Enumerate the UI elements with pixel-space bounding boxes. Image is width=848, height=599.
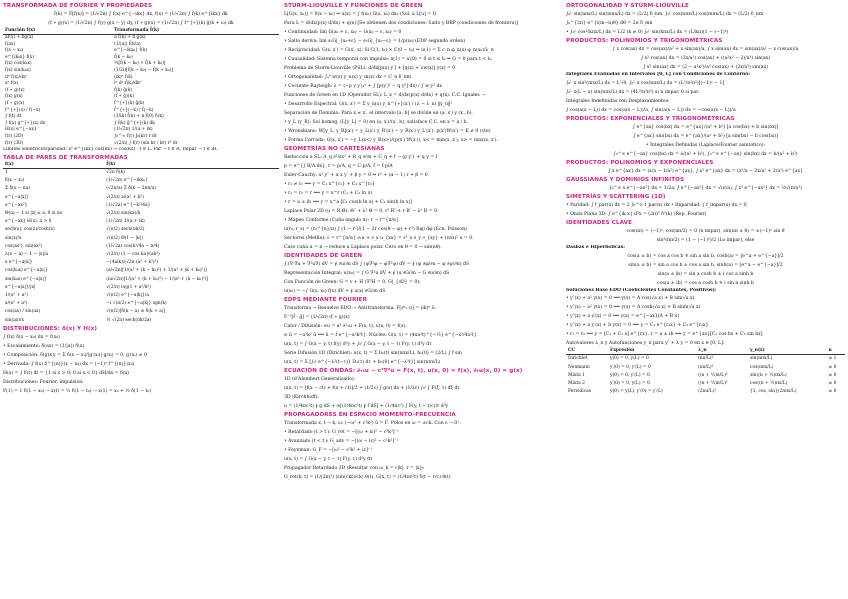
- table-row: [566, 388, 845, 396]
- table-row: [3, 267, 279, 275]
- subheading: Soluciones Base EDO (Coeficientes Constantes, Positivos):: [566, 287, 717, 293]
- table-row: [3, 317, 279, 325]
- section-body: [284, 10, 562, 145]
- section-body: [566, 184, 845, 193]
- table-cell: f̂(k − k₀): [114, 54, 133, 60]
- formula-line: ∫ x² cos(ax) dx = (2x/a²) cos(ax) + ((a²x² − 2)/a³) sin(ax): [640, 56, 771, 61]
- table-header: f(x): [3, 162, 104, 169]
- formula-line: cos(a ± b) = cos a cos b ∓ sin a sin b, cosh(a) = [e^a + e^{−a}]/2: [627, 253, 784, 259]
- formula-line: p = e^{∫ B/A dx}, r = p/A, q = C·p/A, f̃ = f·p/A: [284, 164, 393, 169]
- table-cell: e^{−ikx₀} f̂(k): [114, 48, 148, 54]
- table-row: [3, 251, 279, 259]
- table-row: [566, 355, 845, 364]
- section-title-poly-trig: PRODUCTOS: POLINOMIOS Y TRIGONOMÉTRICAS: [566, 38, 723, 44]
- section-title-orthogonality: ORTOGONALIDAD Y STURM-LIOUVILLE: [566, 3, 689, 9]
- table-cell: ≥ 0: [828, 364, 837, 370]
- table-cell: f̂^{∗}(k) ĝ(k): [114, 100, 145, 106]
- table-header: Función f(x): [3, 28, 112, 35]
- formula-line: ∫ cos(a(x − L)) dx = cos(a(x − L))/a, ∫ sin(a(x − L)) dx = −cos(a(x − L))/a: [566, 107, 736, 113]
- section-body: [566, 10, 845, 37]
- formula-line: • ∫₀ᴸ cos²(kπx/L) dx = L/2 (k ≠ 0) ∫₀ᴸ sin(kπx/L) dx = (L/kπ)(1 − (−1)ᵏ): [566, 30, 729, 35]
- table-cell: (1/ik) f̂(k) + π f̂(0) δ(k): [114, 114, 164, 120]
- table-cell: f(x) cos(k₀x): [5, 61, 32, 67]
- section-title-symmetries: SIMETRÍAS Y SCATTERING (1D): [566, 193, 666, 200]
- section-title-sturm-green: STURM-LIOUVILLE Y FUNCIONES DE GREEN: [284, 3, 423, 9]
- table-cell: ½ √(2π) sech(πk/2a): [106, 317, 152, 323]
- formula-line: • r₁ = r₂ ⟹ y = [C₁ + C₂ x] e^{rx}, r = a ± ib ⟹ y = e^{ax}[C₁ cos bx + C₂ sin bx]: [566, 332, 763, 338]
- section-title-poly-exp: PRODUCTOS: POLINOMIOS Y EXPONENCIALES: [566, 159, 714, 166]
- table-cell: y(0) = 0, y(L) = 0: [609, 356, 649, 362]
- table-header: Expresión: [608, 348, 696, 355]
- formula-line: F⁻¹[f̂ · ĝ] = (1/√2π) (f ∗ g)(x): [284, 315, 350, 320]
- table-cell: 1: [5, 169, 8, 175]
- table-row: [3, 284, 279, 292]
- table-header: f̂(k): [104, 162, 279, 169]
- table-cell: f(x) g(x): [5, 94, 23, 100]
- table-cell: ∫ f̂(k) ĝ^{∗}(k) dk: [114, 120, 155, 126]
- formula-line: ∫ (∇·∇u + ∇²u∇) dV = ∮ ∂u/∂n dS ∫ (ψ∇²φ − φ∇²ψ) dV = ∮ (ψ ∂φ/∂n − φ ∂ψ/∂n) dS: [284, 262, 470, 267]
- table-row: [3, 177, 279, 185]
- table-cell: Dirichlet: [568, 356, 588, 362]
- table-cell: sin(k₀x) e^{−a|x|}: [5, 276, 47, 282]
- formula-line: • Cociente Rayleigh: λ = (−p y y′|ₐᵇ + ∫ [p(y′)² − q y²] dx) / ∫ w y² dx: [284, 84, 442, 89]
- table-cell: H(x) e^{−ax}: [5, 127, 37, 133]
- table-cell: Mixta 2: [568, 381, 585, 386]
- table-cell: Mixta 1: [568, 372, 585, 378]
- formula-line: • r₁ ≠ r₂ ⟹ y = C₁ x^{r₁} + C₂ x^{r₂}: [284, 182, 375, 187]
- table-cell: ((n + ½)π/L)²: [698, 372, 728, 378]
- table-cell: ((n + ½)π/L)²: [698, 381, 728, 386]
- table-cell: √(π/2) Θ(1 − |k|): [106, 235, 143, 241]
- table-cell: e^{−a|x|}/|x|: [5, 284, 36, 290]
- section-title-exp-trig: PRODUCTOS: EXPONENCIALES Y TRIGONOMÉTRICAS: [566, 115, 735, 122]
- section-body: [566, 201, 845, 219]
- formula-line: • Forma Cerrada: G(x, x′) = −y_L(x<) y_R(x>)/(p(x′) W(x′)), x< = min(x, x′), x> = max(x, x′).: [284, 138, 498, 143]
- table-cell: (ik)ⁿ f̂(k): [114, 74, 133, 80]
- table-cell: √(2/π) a/(a² + k²): [106, 194, 144, 200]
- formula-line: u(x, t) = ∫ G(x − y, t) f(y) d³y + ∫₀ᵗ ∫ G(x − y, t − τ) F(y, τ) d³y dτ: [284, 342, 432, 347]
- formula-line: sin(a ± ib) = sin a cosh b ± i cos a sinh b: [657, 271, 754, 277]
- table-row: [3, 235, 279, 243]
- table-cell: −(4aik)/(√2π (a² + k²)²): [106, 260, 159, 266]
- table-cell: Θ(a) − 1 si |x| ≤ a, 0 si no: [5, 210, 63, 216]
- formula-line: • Reciprocidad: G(x, x′) = G(x′, x). Si C(1, t₀) × C(0 − t₀) ⇒ u(1) = Σ c_n φ_n(x) φ_n(x₀)/λ_n: [284, 48, 494, 53]
- table-row: [3, 243, 279, 251]
- formula-line: • Retardado (t > t′): G_ret = −[(ω + iε)² − c²k²]⁻¹: [284, 430, 399, 435]
- section-body: [284, 304, 562, 367]
- section-title-wave-equation: ECUACIÓN DE ONDAS: ∂ₜₜu − c²∇²u = F(x, t), u(x, 0) = f(x), ∂ₜu(x, 0) = g(x): [284, 368, 523, 374]
- section-title-pde-fourier: EDPS MEDIANTE FOURIER: [284, 297, 367, 303]
- formula-line: Con Función de Green: G = v + H (∇²H = 0, G|_{∂D} = 0):: [284, 280, 421, 285]
- table-row: [3, 127, 279, 134]
- table-cell: cos(ax) / sin(ax): [5, 309, 41, 315]
- formula-line: • Desarrollo Espectral: G(x, x′) = Σ y_n(x) y_n^{∗}(x′) / (λ − λ_n) ‖y_n‖²: [284, 102, 453, 107]
- table-row: [3, 81, 279, 88]
- table-cell: Periódicas: [568, 389, 592, 395]
- formula-line: • y″(x) + a² y(x) = 0 ⟹ y(x) = A cos(√a x) + B sin(√a x): [566, 296, 695, 302]
- table-cell: (nπ/L)²: [698, 364, 714, 370]
- formula-line: L[G(x, x₀)] = δ(x − x₀) ⇒ u(x) = ∫ f(x₀) G(x, x₀) dx₀ (Sol. a L[u] = f): [284, 12, 437, 17]
- table-cell: f(x − x₀): [5, 48, 24, 54]
- section-title-geometries: GEOMETRÍAS NO CARTESIANAS: [284, 146, 385, 152]
- section-body: [566, 123, 845, 159]
- formula-line: • r = a ± ib ⟹ y = x^a [C₁ cos(b ln x) + C₂ sin(b ln x)]: [284, 200, 412, 205]
- subheading: Dasbas e Hiperbólicas:: [566, 244, 625, 250]
- table-cell: (√2π/a) Σ δ(k − 2πn/a): [106, 186, 156, 192]
- table-cell: (1/√2π) 1/(a + ik): [114, 127, 153, 133]
- table-cell: √(π/2) sech(πk/2): [106, 227, 145, 233]
- formula-line: • Ortogonalidad: ∫ₐᵇ w(x) y_n(x) y_m(x) dx = C_n δ_nm: [284, 75, 412, 80]
- section-title-green-identities: IDENTIDADES DE GREEN: [284, 253, 363, 259]
- table-header: Transformada f̂(k): [112, 28, 279, 35]
- formula-line: • Derivada: ∫ f(x) δ^{(n)}(x − x₀) dx = (−1)ⁿ f^{(n)}(x₀): [3, 361, 135, 367]
- section-body: [566, 252, 845, 288]
- column-3: [566, 2, 845, 596]
- table-row: [3, 48, 279, 55]
- table-cell: x/(x² + a²): [5, 301, 28, 307]
- table-row: [3, 94, 279, 101]
- table-cell: y′(0) = 0, y′(L) = 0: [609, 364, 651, 370]
- formula-line: ∫ x cos(ax) dx = cos(ax)/a² + x sin(ax)/a, ∫ x sin(ax) dx = sin(ax)/a² − x cos(ax)/a: [612, 47, 799, 52]
- table-cell: (1/2i)[f̂(k − k₀) − f̂(k + k₀)]: [114, 67, 174, 73]
- formula-line: • y″(x) + a y′(x) = 0 ⟹ y(x) = e^{−ax}(A + B x): [566, 314, 679, 320]
- table-row: [3, 101, 279, 108]
- section-body: [3, 333, 279, 396]
- section-body: [566, 79, 845, 115]
- table-cell: sin(x)/x: [5, 235, 22, 241]
- table-cell: √(π/2)[δ(k − a) ± δ(k + a)]: [106, 309, 166, 315]
- table-cell: (1/√2a) e^{−k²/4a}: [106, 202, 151, 208]
- section-body: [284, 375, 562, 411]
- table-cell: √(2/π) (1 − cos ka)/(ak²): [106, 251, 160, 257]
- formula-line: • Composición: δ(g(x)) = Σ δ(x − xᵢ)/|g′(xᵢ)| g(xᵢ) = 0, g′(xᵢ) ≠ 0: [3, 352, 147, 358]
- table-cell: √(2/π) sin(ka)/k: [106, 210, 141, 216]
- formula-line: ∫₀^∞ x e^{−ax²} dx = 1/2a, ∫ e^{−ax²} dx = √(π/a), ∫ x² e^{−ax²} dx = ½√(π/a³): [609, 185, 802, 191]
- formula-line: Transformada x, t → k, ω: (−ω² + c²k²) û = F̂. Polos en ω = ±ck. Con ε → 0⁺.: [284, 421, 462, 426]
- table-row: [566, 380, 845, 388]
- section-title-gaussians: GAUSSIANAS Y DOMINIOS INFINITOS: [566, 176, 685, 183]
- table-cell: √2π δ(k): [106, 169, 125, 175]
- fourier-properties-table: [3, 28, 279, 147]
- table-row: [3, 141, 279, 148]
- table-cell: (a/√2π)[1/(a² + (k − k₀)²) + 1/(a² + (k + k₀)²)]: [106, 268, 207, 274]
- formula-line: • Paridad: ∫ f_par(x) dx = 2 ∫₀^∞ f_par(x) dx • Imparidad: ∫ f_impar(x) dx = 0: [566, 202, 747, 208]
- table-cell: λ(x − a) − 1 − |x|/a: [5, 251, 49, 257]
- table-cell: f(ax): [5, 41, 16, 47]
- table-row: [566, 372, 845, 380]
- section-body: [566, 227, 845, 245]
- table-cell: xⁿ f(x): [5, 81, 19, 87]
- table-header: λ_n: [696, 348, 748, 355]
- formula-line: • y″(x) − a² y(x) = 0 ⟹ y(x) = A cosh(√a x) + B sinh(√a x): [566, 305, 701, 311]
- section-title-identities: IDENTIDADES CLAVE: [566, 219, 633, 226]
- table-cell: e^{−ax²}: [5, 202, 28, 208]
- formula-line: • Integrales Definidas (Laplace/Fourier asintótico):: [645, 142, 766, 148]
- table-cell: ≥ 0: [828, 372, 837, 378]
- section-body: [566, 45, 845, 72]
- table-cell: cos((n + ½)πx/L): [750, 381, 788, 386]
- table-row: [3, 276, 279, 284]
- formula-line: u(x, t) = ∫ G(x − y, t − τ) F(y, τ) d³y dτ: [284, 457, 373, 462]
- table-row: [3, 218, 279, 226]
- table-cell: √(π/2) e^{−a|k|}/a: [106, 292, 149, 298]
- formula-line: Funciones de Green en 1D (Operador SL): L_x = d/dx(p(x) d/dx) + q(x). C.C. Iguales →: [284, 93, 486, 98]
- formula-line: Distribuciones: Fourier, impulsión:: [3, 379, 84, 385]
- formula-line: • Avanzado (t < t′): G_adv = −[(ω − iε)² − c²k²]⁻¹: [284, 439, 399, 444]
- table-cell: dⁿ f(x)/dxⁿ: [5, 74, 28, 80]
- table-cell: y(0) = y(L), y′(0) = y′(L): [609, 389, 663, 395]
- table-row: [3, 114, 279, 121]
- column-2: [284, 2, 562, 596]
- table-row: [3, 300, 279, 308]
- formula-line: Propagador Retardado 3D (Resultar con ω_k = c|k|, r = |x|):: [284, 466, 425, 471]
- subheading: Integrales Evaluadas en Intervalos [0, L] con Condiciones de Contorno:: [566, 72, 750, 77]
- table-cell: cos(nπx/L): [750, 364, 774, 370]
- transform-pairs-table: [3, 162, 279, 325]
- table-row: [3, 168, 279, 177]
- formula-line: ∫ e^{ax} cos(bx) dx = e^{ax}/(a² + b²) [a cos(bx) + b sin(bx)]: [632, 124, 779, 130]
- table-cell: x e^{−a|x|}: [5, 260, 33, 266]
- formula-line: • y_L (y_R): Sol homog. (L[y_L] = 0) en (a, x′)/(x′, b), satisface C.C. en x = a / b.: [284, 120, 469, 125]
- table-cell: f(r) (2D): [5, 133, 24, 139]
- table-row: [3, 308, 279, 316]
- formula-line: u(x₀) = −∫ G(x, x₀) f(x) dV + ∮ u(x) ∂G/∂n dS: [284, 289, 386, 294]
- table-cell: f̂^{∗}(−k) / f̂(−k): [114, 107, 154, 113]
- table-cell: (f̂ ∗ ĝ)(k): [114, 94, 134, 100]
- table-header: y_n(x): [748, 348, 827, 355]
- table-cell: e^{ik₀x} f(x): [5, 54, 35, 60]
- formula-line: sin²(nπ/2) = (1 − (−1)ⁿ)/2 (Lo impar), else: [656, 237, 755, 243]
- section-body: [566, 294, 845, 348]
- formula-line: ∫₀ᴸ sin(nπx/L) sin(mπx/L) dx = (L/2) δ_nm, ∫₀ᴸ cos(nπx/L) cos(mπx/L) dx = (L/2) δ_nm: [566, 12, 764, 17]
- formula-line: ∫ x² sin(ax) dx = (2 − a²x²)/a³ cos(ax) + (2x/a²) sin(ax): [643, 65, 768, 70]
- table-cell: f̂(k) ĝ(k): [114, 87, 133, 93]
- formula-line: Sectores (Mellin): ε = r^{π/α} ∂ₓu + ∂_x u_{xx} = ∂²_x ∂_y ∂_{xy} + (π/α)² u = 0.: [284, 236, 474, 241]
- formula-line: • Mapeo Conforme (Cuña ángulo α): r → r^{π/α}: [284, 218, 400, 223]
- formula-line: Laplace Polar 2D (u = R Θ): Θ″ + λ² Θ = 0, r² R″ + r R′ − λ² R = 0.: [284, 209, 439, 214]
- table-cell: (1/|a|) f̂(k/a): [114, 41, 141, 47]
- table-cell: (f ⋆ g)(x): [5, 100, 25, 106]
- formula-line: ∂ₜ û = −a²k² û ⟹ û = f̂ e^{−a²k²t}. Núcleo: G(x, t) = (4πa²t)^{−½} e^{−x²/4a²t}: [284, 333, 477, 338]
- formula-line: u(r₀, r_s) = (r₀^{n}/π) ∫ (1 − r²)/(1 − 2r cos(θ − φ) + r²) f(φ) dφ (Ecn. Poisson): [284, 227, 467, 232]
- table-cell: a f̂(k) + b ĝ(k): [114, 35, 146, 40]
- formula-line: ∫ f(x) δ(x − x₀) dx = f(x₀): [3, 334, 60, 340]
- section-body: [284, 153, 562, 252]
- table-cell: f(r) (3D): [5, 140, 24, 146]
- table-row: [3, 185, 279, 193]
- table-cell: f^{∗}(x) / f(−x): [5, 107, 41, 113]
- table-row: [3, 68, 279, 75]
- table-cell: ∫ f(t) dt: [5, 114, 22, 120]
- table-cell: {1, cos, sin}(2nπx/L): [750, 389, 797, 395]
- table-cell: (1/√2a) cos(k²/4a − π/4): [106, 243, 160, 249]
- table-row: [3, 210, 279, 218]
- formula-line: • Causalidad: Sistema temporal con impulso: x(1) = x′(0) = 0 si t ≤ t₀ ⇒ G = 0 para t < t₀: [284, 57, 492, 62]
- formula-line: (f ∗ g)(x) = (1/√2π) ∫ f(y) g(x − y) dy, (f ∗ g)(x) = (1/√2π) ∫ f^{∗}(k) ĝ(k + ω) dk: [48, 21, 234, 26]
- table-cell: sin(nπx/L): [750, 356, 773, 362]
- formula-line: • Escalamiento: δ(ax) = (1/|a|) δ(x): [3, 343, 85, 349]
- formula-line: 1D (d'Alembert Generalizado):: [284, 377, 356, 382]
- table-row: [3, 88, 279, 95]
- formula-line: 3D (Kirchhoff):: [284, 395, 319, 400]
- table-cell: (2nπ/L)²: [698, 389, 717, 395]
- eigenvalue-table: [566, 348, 845, 396]
- table-row: [3, 226, 279, 234]
- section-title-fourier: TRANSFORMADA DE FOURIER Y PROPIEDADES: [3, 3, 153, 9]
- table-cell: iⁿ dⁿ f̂(k)/dkⁿ: [114, 81, 142, 87]
- formula-line: Integrales Indefinidas con Desplazamientos:: [566, 98, 670, 104]
- formula-line: Calor / Difusión: ∂ₜu = a² ∂²ₓu + F(x, t), u(x, 0) = f(x).: [284, 324, 407, 329]
- formula-line: Autovalores λ_n y Autofunciones y_n para y″ + λ y = 0 en x ∈ [0, L]:: [566, 341, 725, 347]
- section-title-propagators: PROPAGADORES EN ESPACIO MOMENTO-FRECUENCIA: [284, 412, 456, 418]
- table-row: [566, 364, 845, 372]
- table-cell: (ia/√2π)[1/(a² + (k + k₀)²) − 1/(a² + (k − k₀)²)]: [106, 276, 209, 282]
- table-row: [3, 194, 279, 202]
- formula-line: • Feynman: G_F = −[ω² − c²k² + iε]⁻¹: [284, 448, 373, 453]
- formula-line: ∫₀ᴸ x sin²(nπx/L) dx = L²/4, ∫₀ᴸ x cos(nπx/L) dx = (L²/n²π²)[(−1)ⁿ − 1]: [566, 80, 725, 86]
- formula-line: G_ret(k, t) = (1/(2π)³) (sin(ckt)/ck) θ(t), G(x, t) = (1/4πc²r) δ(t − r/c) θ(t): [284, 475, 451, 480]
- table-row: [3, 259, 279, 267]
- table-cell: e^{−ax} H(x), a > 0: [5, 219, 52, 225]
- section-body: [566, 167, 845, 176]
- formula-line: • Onda Plana 3D: ∫ e^{ik·x} d³x = (2π)³ δ³(k) (Rep. Fourier): [566, 211, 707, 217]
- formula-line: H(x) = ∫ δ(t) dt = {1 si x > 0; 0 si x < 0} dH/dx = δ(x): [3, 370, 129, 376]
- formula-line: Transforma → Resuelve EDO → Antitransforma. F[∂ⁿₓ u] = (ik)ⁿ û.: [284, 306, 437, 311]
- formula-line: cos(nπ) = (−1)ⁿ, cos(nπ/2) = 0 (n impar), sin(nπ ± θ) = ±(−1)ⁿ sin θ: [626, 228, 785, 234]
- formula-line: • Wronskiano: W[y_L, y_R](x′) = y_L(x′) y_R′(x′) − y_R(x′) y_L′(x′). p(x′)W(x′) = K ≠ 0 (cte): [284, 129, 491, 134]
- formula-line: u(x, t) = [f(x − ct) + f(x + ct)]/2 + (1/2c) ∫ g(s) ds + (1/2c) ∫₀ᵗ ∫ F(ξ, τ) dξ dτ: [284, 386, 460, 391]
- formula-line: ∫₀ᴸ x(L − x) sin(nπx/L) dx = (4L³/n³π³) si n impar, 0 si par: [566, 89, 699, 95]
- formula-line: ∫₀^∞ e^{−ax} cos(bx) dx = a/(a² + b²), ∫₀^∞ e^{−ax} sin(bx) dx = b/(a² + b²): [613, 151, 798, 157]
- formula-line: Reducción a SL: A_q ∂²/∂x² + B_q ∂/∂x + C_q + f → (p y′)′ + q y = f: [284, 155, 438, 160]
- table-cell: (1/√2π) e^{−ikx₀}: [106, 178, 148, 184]
- formula-line: Caso cuña α = π → reduce a Laplace polar. Cero en θ = 0 → sin(nθ).: [284, 245, 442, 250]
- table-cell: ∫ f(x) g^{∗}(x) dx: [5, 120, 46, 126]
- table-cell: √(2/π) log(1 + a²/k²): [106, 284, 151, 290]
- formula-line: Para L = d/dx(p(x) d/dx) + q(x) [Se obtienen dos condiciones: Salto y BRP (condiciones de frontera)]: [284, 21, 518, 26]
- formula-line: u = (1/4πc²t) ∮ g dS + ∂ₜ[(1/4πc²t) ∮ f dS] + (1/4πc²) ∫ F(y, t − r/c)/r d³y: [284, 404, 449, 409]
- formula-line: Problema de Sturm-Liouville (PSL): d/dx[p(x) y′] + [q(x) + λw(x)] y(x) = 0: [284, 66, 456, 71]
- table-cell: sin(ax)/x: [5, 317, 24, 323]
- table-cell: af(x) + bg(x): [5, 35, 34, 40]
- table-cell: ≥ 0: [828, 381, 837, 386]
- formula-line: Euler-Cauchy: x² y″ + α x y′ + β y = 0 ⇒ r² + (α − 1) r + β = 0: [284, 173, 428, 178]
- table-cell: ½[f̂(k − k₀) + f̂(k + k₀)]: [114, 61, 166, 67]
- table-row: [3, 202, 279, 210]
- section-title-distributions: DISTRIBUCIONES: δ(x) Y H(x): [3, 325, 98, 332]
- table-cell: f(x) sin(k₀x): [5, 67, 31, 73]
- table-cell: 1/(x² + a²): [5, 292, 28, 298]
- formula-line: Serie Difusión 1D (Dirichlet): u(x, t) = Σ bₙ(t) sin(nπx/L), bₙ(0) = (2/L) ∫ f sin: [284, 351, 462, 356]
- formula-line: • r₁ = r₂ = r ⟹ y = x^r (C₁ + C₂ ln x): [284, 191, 372, 196]
- formula-line: sin(a ± b) = sin a cos b ± cos a sin b, sinh(a) = [e^a − e^{−a}]/2: [628, 262, 783, 268]
- formula-line: ∫ x e^{ax} dx = (x/a − 1/a²) e^{ax}, ∫ x² e^{ax} dx = (x²/a − 2x/a² + 2/a³) e^{ax}: [608, 168, 803, 174]
- table-cell: ≥ 0: [828, 389, 837, 395]
- table-cell: y(0) = 0, y′(L) = 0: [609, 372, 650, 378]
- table-cell: (nπ/L)²: [698, 356, 714, 362]
- table-row: [3, 292, 279, 300]
- table-cell: δ(x − x₀): [5, 178, 25, 184]
- table-cell: sin((n + ½)πx/L): [750, 372, 787, 378]
- formula-line: Separación de Dominio: Para x ≠ x′, el intervalo [a, b] se divide en (a, x′) y (x′, b).: [284, 111, 473, 116]
- table-cell: cos(ax²), sin(ax²): [5, 243, 43, 249]
- formula-line: • Continuidad: lim G(x₀ + ε, x₀) − G(x₀ − ε, x₀) = 0: [284, 30, 402, 35]
- table-cell: Neumann: [568, 364, 590, 370]
- formula-line: ∫₀^{2π} e^{i(m−n)θ} dθ = 2π δ_mn: [566, 21, 653, 26]
- column-1: [3, 2, 279, 596]
- formula-line: u(x, t) = Σ [∫₀ᵗ e^{−λ²(t−τ)} Dₙ(τ) dτ + bₙ(0) e^{−λ²t}] sin(nπx/L): [284, 360, 441, 365]
- table-cell: sech(x), cos(x)/cosh(x): [5, 227, 55, 233]
- table-header: CC: [566, 348, 608, 355]
- table-cell: cos(k₀x) e^{−a|x|}: [5, 268, 48, 274]
- table-cell: −i √(π/2) e^{−a|k|} sgn(k): [106, 301, 167, 307]
- formula-line: • Salto deriva: lim ∂ₓG|_{x₀+ε} − ∂ₓG|_{x₀−ε} = 1/p(x₀) (EDP segundo orden): [284, 39, 465, 44]
- note-line: Límites simétricos/paridad: xⁿ e^{ikx} cos(kx) ↔ cos(kx) · f ∈ L. Par → f̂ ∈ R, Impar → f̂ ∈ iR.: [3, 147, 218, 153]
- formula-line: • y″(x) + a y′(x) + b y(x) = 0 ⟹ y = C₁ e^{r₁x} + C₂ e^{r₂x}: [566, 323, 709, 329]
- table-header: n: [827, 348, 845, 355]
- table-cell: ≥ 1: [828, 356, 837, 362]
- section-body: [284, 260, 562, 296]
- table-row: [3, 35, 279, 42]
- section-title-pairs: TABLA DE PARES DE TRANSFORMADAS: [3, 154, 128, 161]
- table-row: [3, 61, 279, 68]
- section-body: [284, 419, 562, 482]
- table-cell: Σ δ(x − na): [5, 186, 30, 192]
- table-cell: ∫₀^∞ f(r) J₀(kr) r dr: [114, 133, 157, 139]
- formula-line: ∫ e^{ax} sin(bx) dx = e^{ax}/(a² + b²) [a sin(bx) − b cos(bx)]: [633, 133, 778, 139]
- formula-line: f(k) = F[f(x)] = (1/√2π) ∫ f(x) e^{−ikx} dx, f(x) = (1/√2π) ∫ f̂(k) e^{ikx} dk: [54, 12, 228, 17]
- table-cell: (1/√2π) 1/(a + ik): [106, 219, 145, 225]
- table-cell: e^{−a|x|}: [5, 194, 29, 200]
- formula-line: Representación Integral: u(x₀) = ∫ G ∇²u dV + ∮ (u ∂G/∂n − G ∂u/∂n) dS: [284, 271, 450, 276]
- formula-line: cos(a ± ib) = cos a cosh b ∓ i sin a sinh b: [657, 280, 754, 286]
- formula-line: F(1) = 1 δ(1 − x₀) → x(t) = ½ δ(1 − t₀) → x(1) = x₀ + ½ δ(1 − t₀): [3, 388, 152, 394]
- table-cell: √(2/π) ∫ f(r) (sin kr / kr) r² dr: [114, 140, 178, 146]
- table-cell: (f ∗ g)(x): [5, 87, 25, 93]
- table-row: [3, 134, 279, 141]
- table-cell: y′(0) = 0, y(L) = 0: [609, 381, 650, 386]
